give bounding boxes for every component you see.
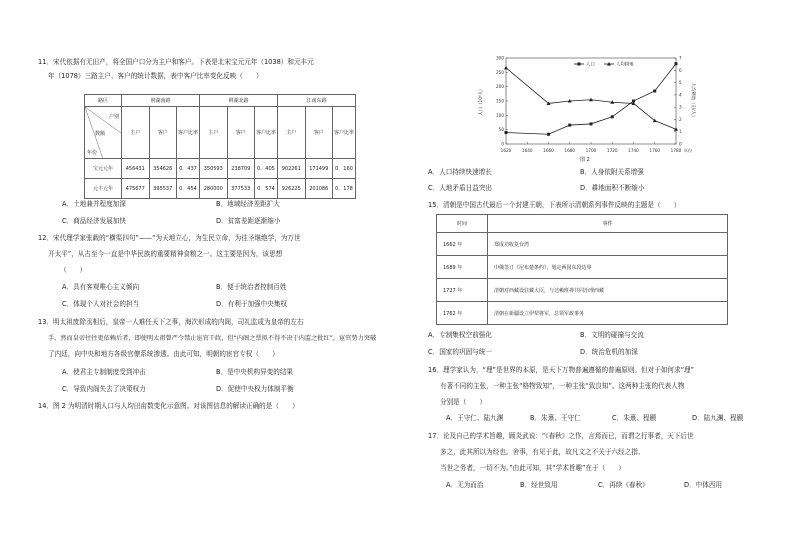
q16-option-d[interactable]: D．陆九渊、程颢 — [692, 414, 744, 422]
land-point — [504, 66, 508, 70]
sub-header: 客户比率 — [333, 107, 356, 159]
table-header-region-1: 荆湖南路 — [122, 95, 200, 107]
population-point — [505, 131, 508, 134]
cell: 201086 — [305, 179, 333, 199]
cell: 280000 — [200, 179, 228, 199]
x-tick-label: 1720 — [606, 148, 618, 153]
q15-option-d[interactable]: D．统治危机的加深 — [580, 348, 638, 356]
x-tick-label: 1660 — [543, 148, 554, 153]
q13-stem-line2: 手，然而皇帝往往更依赖后者，即使明太祖曾严令禁止宦官干政，但“内阁之票拟不得不决于内监之批红”，宦官势力突破 — [48, 335, 377, 342]
y-right-tick-label: 6 — [679, 67, 682, 73]
y-left-tick-label: 200 — [496, 84, 504, 90]
cell: 171499 — [305, 159, 333, 179]
cell: 902261 — [278, 159, 306, 179]
cell: 0．437 — [177, 159, 200, 179]
cell: 377533 — [227, 179, 255, 199]
population-point — [547, 133, 550, 136]
diag-label-mid: 数额 — [95, 131, 106, 137]
q14-option-a[interactable]: A．人口持续快速增长 — [428, 168, 492, 176]
x-tick-label: 1700 — [585, 148, 597, 153]
cell: 395537 — [149, 179, 177, 199]
q17-option-a[interactable]: A．无为而治 — [446, 481, 484, 489]
q16-option-a[interactable]: A．王守仁、陆九渊 — [446, 414, 504, 422]
q16-option-b[interactable]: B．朱熹、王守仁 — [530, 414, 581, 422]
y-right-tick-label: 7 — [679, 55, 682, 61]
q14-chart-container — [470, 48, 700, 158]
q11-option-b[interactable]: B．地域经济差距扩大 — [216, 200, 280, 208]
q17-stem-line1: 17．论及自己的学术旨趣，顾炎武说：“《春秋》之作，言焉而已，而谓之行事者，天下后世 — [428, 432, 694, 440]
q11-data-table — [84, 94, 356, 199]
event-desc: 中俄签订《尼布楚条约》，划定两国东段边界 — [488, 256, 728, 279]
cell: 456431 — [122, 159, 150, 179]
legend-label-population: 人口 — [586, 62, 595, 68]
q12-stem-line3: （ ） — [60, 266, 87, 274]
table-row — [85, 179, 356, 199]
table-row — [437, 233, 728, 256]
q15-option-b[interactable]: B．文明的碰撞与交流 — [580, 331, 644, 339]
event-time: 1762 年 — [437, 302, 488, 325]
table-row — [85, 159, 356, 179]
q11-stem-line2: 年（1078）三路主户、客户的统计数据，表中客户比率变化反映（ ） — [48, 72, 263, 80]
population-point — [590, 122, 593, 125]
y-left-tick-label: 100 — [496, 112, 504, 118]
q12-stem-line2: 开太平”，从古至今一直是中华民族的重要精神食粮之一。这主要是因为，该思想 — [48, 250, 283, 258]
sub-header: 主户 — [200, 107, 228, 159]
table-header-region: 路区 — [85, 95, 122, 107]
q17-option-d[interactable]: D．中体西用 — [684, 481, 723, 489]
diag-label-bot: 年份 — [87, 150, 98, 156]
cell: 350593 — [200, 159, 228, 179]
q13-stem-line1: 13．明太祖废除丞相后，皇帝一人难任天下之事，海次形成的内阁，司礼监成为皇帝的左右 — [38, 318, 304, 326]
q16-option-c[interactable]: C．朱熹、程颢 — [612, 414, 657, 422]
q16-stem-line3: 分别是（ ） — [440, 398, 487, 406]
y-right-tick-label: 1 — [679, 129, 682, 135]
legend-marker-population — [578, 63, 581, 66]
sub-header: 客户 — [305, 107, 333, 159]
q11-option-a[interactable]: A．土地兼并程度加深 — [62, 200, 126, 208]
q17-option-c[interactable]: C．再续《春秋》 — [598, 481, 649, 489]
q17-stem-line3: 当世之务者，一切不为。”由此可知，其“学术旨趣”在于（ ） — [440, 464, 625, 472]
cell: 926225 — [278, 179, 306, 199]
q13-option-a[interactable]: A．使君主专制制度受到冲击 — [62, 368, 146, 376]
header-time: 时间 — [437, 215, 488, 233]
cell: 354626 — [149, 159, 177, 179]
q14-option-d[interactable]: D．耕地面积不断缩小 — [580, 184, 645, 192]
q16-stem-line2: 有著不同的主张，一种主张“格物致知”，一种主张“致良知”。这两种主张的代表人物 — [440, 382, 685, 390]
q15-option-c[interactable]: C．国家的巩固与统一 — [428, 348, 492, 356]
q15-events-table — [436, 214, 728, 325]
y-left-tick-label: 150 — [496, 98, 504, 104]
table-header-region-3: 江南东路 — [278, 95, 356, 107]
q11-option-c[interactable]: C．商品经济发展加快 — [62, 217, 126, 225]
y-right-tick-label: 4 — [679, 92, 682, 98]
q14-stem: 14．图 2 为明清时期人口与人均田亩数变化示意图。对该图信息的解读正确的是（ ） — [38, 402, 299, 410]
q17-option-b[interactable]: B．经世致用 — [520, 481, 558, 489]
y-left-tick-label: 0 — [501, 141, 504, 147]
cell: 0．454 — [177, 179, 200, 199]
x-tick-label: 年份 — [683, 148, 693, 153]
q14-option-b[interactable]: B．人身依附关系增强 — [580, 168, 644, 176]
sub-header: 客户 — [227, 107, 255, 159]
y-left-tick-label: 50 — [498, 127, 504, 133]
y-right-tick-label: 0 — [679, 141, 682, 147]
x-tick-label: 1740 — [628, 148, 639, 153]
q11-stem-line1: 11．宋代依据有无田产，将全国户口分为主户和客户。下表是北宋宝元元年（1038）和元丰元 — [38, 58, 314, 66]
population-point — [675, 62, 678, 65]
table-row — [437, 279, 728, 302]
sub-header: 主户 — [122, 107, 150, 159]
cell: 238709 — [227, 159, 255, 179]
y-left-tick-label: 300 — [496, 55, 504, 61]
sub-header: 客户 — [149, 107, 177, 159]
population-point — [611, 115, 614, 118]
y-right-tick-label: 2 — [679, 116, 682, 122]
y-right-tick-label: 5 — [679, 80, 682, 86]
cell: 0．405 — [255, 159, 278, 179]
q12-option-a[interactable]: A．具有客观唯心主义倾向 — [62, 283, 140, 291]
cell: 0．178 — [333, 179, 356, 199]
event-desc: 郑成功收复台湾 — [488, 233, 728, 256]
y-axis-label-right: 人均耕地（亩/人） — [690, 82, 695, 120]
y-right-tick-label: 3 — [679, 104, 682, 110]
q16-stem-line1: 16．理学家认为，“理”是世界的本原，是天下万物普遍遵循的普遍原则。但对于如何求“理” — [428, 366, 695, 374]
row-year: 宝元元年 — [85, 159, 122, 179]
q13-option-c[interactable]: C．导致内阁失去了决策权力 — [62, 385, 146, 393]
event-time: 1727 年 — [437, 279, 488, 302]
q14-option-c[interactable]: C．人地矛盾日益突出 — [428, 184, 492, 192]
sub-header: 客户比率 — [255, 107, 278, 159]
diag-label-top: 户别 — [108, 114, 119, 120]
event-time: 1662 年 — [437, 233, 488, 256]
table-row — [437, 302, 728, 325]
table-diagonal-header — [85, 107, 122, 159]
q12-stem-line1: 12．宋代理学家张载的“横渠四句”——“为天地立心，为生民立命，为往圣继绝学，为万世 — [38, 234, 301, 242]
event-time: 1689 年 — [437, 256, 488, 279]
cell: 0．160 — [333, 159, 356, 179]
table-header-region-2: 荆湖北路 — [200, 95, 278, 107]
x-tick-label: 1680 — [564, 148, 576, 153]
table-row — [437, 256, 728, 279]
q12-option-d[interactable]: D．有利于加强中央集权 — [216, 300, 288, 308]
cell: 475677 — [122, 179, 150, 199]
x-tick-label: 1620 — [500, 148, 512, 153]
cell: 0．574 — [255, 179, 278, 199]
q13-option-b[interactable]: B．是中央机构异变的结果 — [216, 368, 294, 376]
population-chart — [470, 48, 700, 158]
population-point — [653, 89, 656, 92]
event-desc: 清朝对西藏设驻藏大臣，与达赖班禅共同治理西藏 — [488, 279, 728, 302]
q17-stem-line2: 多之，此其所以为经也。舍事，有见于此，故凡文之不关于六经之指、 — [440, 448, 645, 456]
q13-stem-line3: 了内廷，向中央和地方各级官僚系统渗透。由此可知，明朝的宦官专权（ ） — [48, 350, 279, 358]
y-axis-label-left: 人口（10⁶人） — [479, 86, 484, 116]
q13-option-d[interactable]: D．促使中央权力体制平衡 — [216, 385, 294, 393]
q15-option-a[interactable]: A．专制集权空前强化 — [428, 331, 492, 339]
y-left-tick-label: 250 — [496, 69, 504, 75]
chart-caption: 图 2 — [580, 157, 590, 163]
header-event: 事件 — [488, 215, 728, 233]
sub-header: 客户比率 — [177, 107, 200, 159]
x-tick-label: 1760 — [649, 148, 661, 153]
event-desc: 清朝在新疆设立伊犁将军，总领军政事务 — [488, 302, 728, 325]
legend-label-land: 人均耕地 — [616, 62, 634, 68]
q12-option-b[interactable]: B．便于统治者控制百姓 — [216, 283, 287, 291]
row-year: 元丰元年 — [85, 179, 122, 199]
q11-option-d[interactable]: D．贫富差距逐渐缩小 — [216, 217, 281, 225]
q15-stem: 15．清朝是中国古代最后一个封建王朝，下表所示清朝系列事件反映的主题是（ ） — [428, 201, 681, 209]
q12-option-c[interactable]: C．体现个人对社会的担当 — [62, 300, 140, 308]
population-point — [568, 124, 571, 127]
sub-header: 主户 — [278, 107, 306, 159]
x-tick-label: 1780 — [670, 148, 682, 153]
x-tick-label: 1640 — [521, 148, 533, 153]
